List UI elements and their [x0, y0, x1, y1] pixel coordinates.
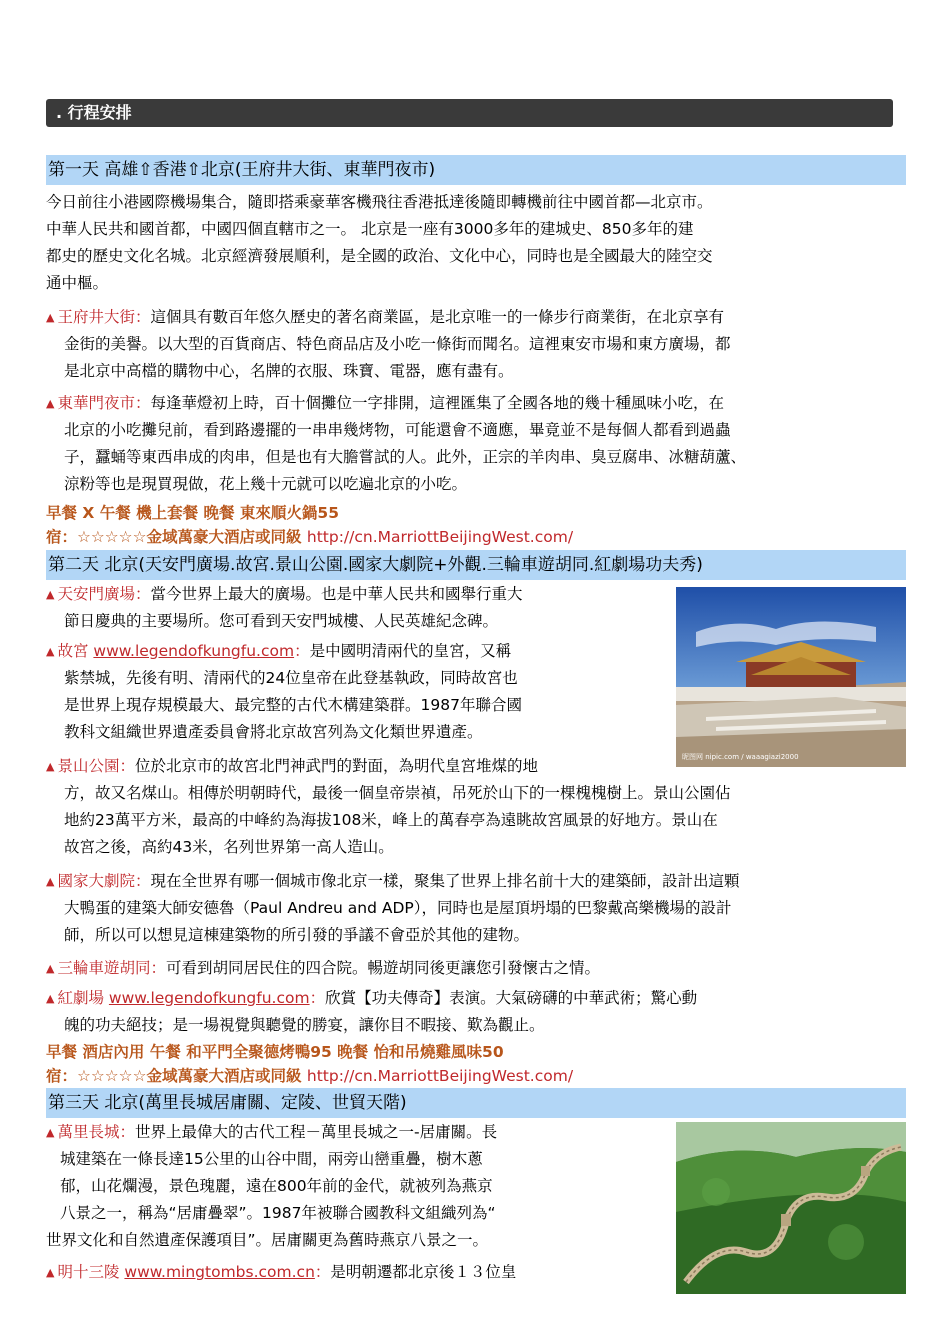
great-wall-image — [676, 1122, 906, 1294]
item-line: 八景之一，稱為“居庸疊翠”。1987年被聯合國教科文組織列為“ — [60, 1204, 496, 1222]
item-line: 欣賞【功夫傳奇】表演。大氣磅礴的中華武術；驚心動 — [325, 989, 698, 1007]
hotel-name: 宿：☆☆☆☆☆金域萬豪大酒店或同級 — [46, 1067, 302, 1085]
hotel-url-link[interactable]: http://cn.MarriottBeijingWest.com/ — [306, 528, 574, 546]
tiananmen-item — [46, 581, 666, 635]
jingshan-label: 景山公園： — [57, 757, 135, 775]
intro-line: 都史的歷史文化名城。北京經濟發展順利，是全國的政治、文化中心，同時也是全國最大的陸空交 — [46, 247, 713, 265]
greatwall-label: 萬里長城： — [57, 1123, 135, 1141]
item-line: 世界文化和自然遺產保護項目”。居庸關更為舊時燕京八景之一。 — [46, 1231, 489, 1249]
mingtombs-label: 明十三陵 — [57, 1263, 120, 1281]
item-line: 是世界上現存規模最大、最完整的古代木構建築群。1987年聯合國 — [64, 696, 522, 714]
day2-heading: 第二天 北京(天安門廣場.故宮.景山公園.國家大劇院+外觀.三輪車遊胡同.紅劇場功夫秀) — [46, 550, 906, 580]
theatre-item — [46, 868, 926, 949]
item-line: 每逢華燈初上時，百十個攤位一字排開，這裡匯集了全國各地的幾十種風味小吃，在 — [150, 394, 724, 412]
item-line: 子，蠶蛹等東西串成的肉串，但是也有大膽嘗試的人。此外，正宗的羊肉串、臭豆腐串、冰糖葫蘆、 — [64, 448, 747, 466]
bullet-triangle-icon: ▲ — [46, 760, 55, 773]
intro-line: 中華人民共和國首都，中國四個直轄市之一。 北京是一座有3000多年的建城史、850多年的建 — [46, 220, 694, 238]
item-line: 魄的功夫絕技；是一場視覺與聽覺的勝宴，讓你目不暇接、歎為觀止。 — [64, 1016, 545, 1034]
item-line: 可看到胡同居民住的四合院。暢遊胡同後更讓您引發懷古之情。 — [165, 959, 600, 977]
day1-hotel — [46, 524, 916, 550]
colon: ： — [309, 989, 326, 1007]
item-line: 當今世界上最大的廣場。也是中華人民共和國舉行重大 — [150, 585, 523, 603]
item-line: 城建築在一條長達15公里的山谷中間，兩旁山巒重疊，樹木蔥 — [60, 1150, 483, 1168]
item-line: 北京的小吃攤兒前，看到路邊擺的一串串幾烤物，可能還會不適應，畢竟並不是每個人都看到過蟲 — [64, 421, 731, 439]
bullet-triangle-icon: ▲ — [46, 992, 55, 1005]
item-line: 方，故又名煤山。相傳於明朝時代，最後一個皇帝崇禎，吊死於山下的一棵槐槐樹上。景山公園佔 — [64, 784, 731, 802]
item-line: 世界上最偉大的古代工程－萬里長城之一-居庸關。長 — [134, 1123, 498, 1141]
forbidden-city-photo — [676, 587, 906, 767]
hutong-label: 三輪車遊胡同： — [57, 959, 166, 977]
bullet-triangle-icon: ▲ — [46, 311, 55, 324]
donghuamen-item — [46, 390, 916, 498]
redtheatre-url-link[interactable]: www.legendofkungfu.com — [108, 989, 310, 1007]
bullet-triangle-icon: ▲ — [46, 1126, 55, 1139]
section-title: . 行程安排 — [46, 99, 893, 127]
day3-heading: 第三天 北京(萬里長城居庸關、定陵、世貿天階) — [46, 1088, 906, 1118]
item-line: 位於北京市的故宮北門神武門的對面，為明代皇宮堆煤的地 — [134, 757, 538, 775]
bullet-triangle-icon: ▲ — [46, 962, 55, 975]
mingtombs-url-link[interactable]: www.mingtombs.com.cn — [124, 1263, 315, 1281]
colon: ： — [314, 1263, 331, 1281]
wangfujing-item — [46, 304, 916, 385]
hotel-url-link[interactable]: http://cn.MarriottBeijingWest.com/ — [306, 1067, 574, 1085]
item-line: 故宮之後，高約43米，名列世界第一高人造山。 — [64, 838, 394, 856]
tiananmen-label: 天安門廣場： — [57, 585, 151, 603]
donghuamen-label: 東華門夜市： — [57, 394, 151, 412]
redtheatre-item — [46, 985, 916, 1039]
item-line: 這個具有數百年悠久歷史的著名商業區，是北京唯一的一條步行商業街，在北京享有 — [150, 308, 724, 326]
intro-line: 今日前往小港國際機場集合，隨即搭乘豪華客機飛往香港抵達後隨即轉機前往中國首都—北京市。 — [46, 193, 713, 211]
bullet-triangle-icon: ▲ — [46, 588, 55, 601]
wangfujing-label: 王府井大街： — [57, 308, 151, 326]
bullet-triangle-icon: ▲ — [46, 645, 55, 658]
day2-meals: 早餐 酒店內用 午餐 和平門全聚德烤鴨95 晚餐 怡和吊燒雞風味50 — [46, 1043, 504, 1061]
bullet-triangle-icon: ▲ — [46, 875, 55, 888]
item-line: 教科文組織世界遺產委員會將北京故宮列為文化類世界遺產。 — [64, 723, 483, 741]
jingshan-item — [46, 753, 916, 861]
day1-meals: 早餐 X 午餐 機上套餐 晚餐 東來順火鍋55 — [46, 504, 340, 522]
item-line: 是中國明清兩代的皇宮，又稱 — [309, 642, 512, 660]
item-line: 是明朝遷都北京後１３位皇 — [330, 1263, 517, 1281]
day1-intro — [46, 189, 916, 297]
theatre-label: 國家大劇院： — [57, 872, 151, 890]
item-line: 地約23萬平方米，最高的中峰約為海拔108米，峰上的萬春亭為遠眺故宮風景的好地方。景山在 — [64, 811, 718, 829]
item-line: 紫禁城，先後有明、清兩代的24位皇帝在此登基執政，同時故宮也 — [64, 669, 518, 687]
mingtombs-item — [46, 1259, 666, 1286]
gugong-label: 故宮 — [57, 642, 89, 660]
bullet-triangle-icon: ▲ — [46, 397, 55, 410]
bullet-triangle-icon: ▲ — [46, 1266, 55, 1279]
hotel-name: 宿：☆☆☆☆☆金域萬豪大酒店或同級 — [46, 528, 302, 546]
item-line: 節日慶典的主要場所。您可看到天安門城樓、人民英雄紀念碑。 — [64, 612, 499, 630]
item-line: 現在全世界有哪一個城市像北京一樣，聚集了世界上排名前十大的建築師，設計出這顆 — [150, 872, 740, 890]
day1-heading: 第一天 高雄⇧香港⇧北京(王府井大街、東華門夜市) — [46, 155, 906, 185]
forbidden-city-image — [676, 587, 906, 767]
item-line: 是北京中高檔的購物中心，名牌的衣服、珠寶、電器，應有盡有。 — [64, 362, 514, 380]
gugong-item — [46, 638, 666, 746]
item-line: 大鴨蛋的建築大師安德魯（Paul Andreu and ADP），同時也是屋頂坍塌的巴黎戴高樂機場的設計 — [64, 899, 732, 917]
item-line: 金街的美譽。以大型的百貨商店、特色商品店及小吃一條街而聞名。這裡東安市場和東方廣場，都 — [64, 335, 731, 353]
colon: ： — [294, 642, 310, 660]
day2-hotel — [46, 1063, 916, 1089]
item-line: 師，所以可以想見這棟建築物的所引發的爭議不會亞於其他的建物。 — [64, 926, 530, 944]
redtheatre-label: 紅劇場 — [57, 989, 104, 1007]
hutong-item — [46, 955, 916, 982]
photo-caption: 昵图网 nipic.com / waaagiazi2000 — [682, 753, 799, 761]
item-line: 涼粉等也是現買現做，花上幾十元就可以吃遍北京的小吃。 — [64, 475, 468, 493]
greatwall-item — [46, 1119, 646, 1254]
great-wall-photo — [676, 1122, 906, 1294]
gugong-url-link[interactable]: www.legendofkungfu.com — [93, 642, 295, 660]
intro-line: 通中樞。 — [46, 274, 109, 292]
item-line: 郁，山花爛漫，景色瑰麗，遠在800年前的金代，就被列為燕京 — [60, 1177, 493, 1195]
